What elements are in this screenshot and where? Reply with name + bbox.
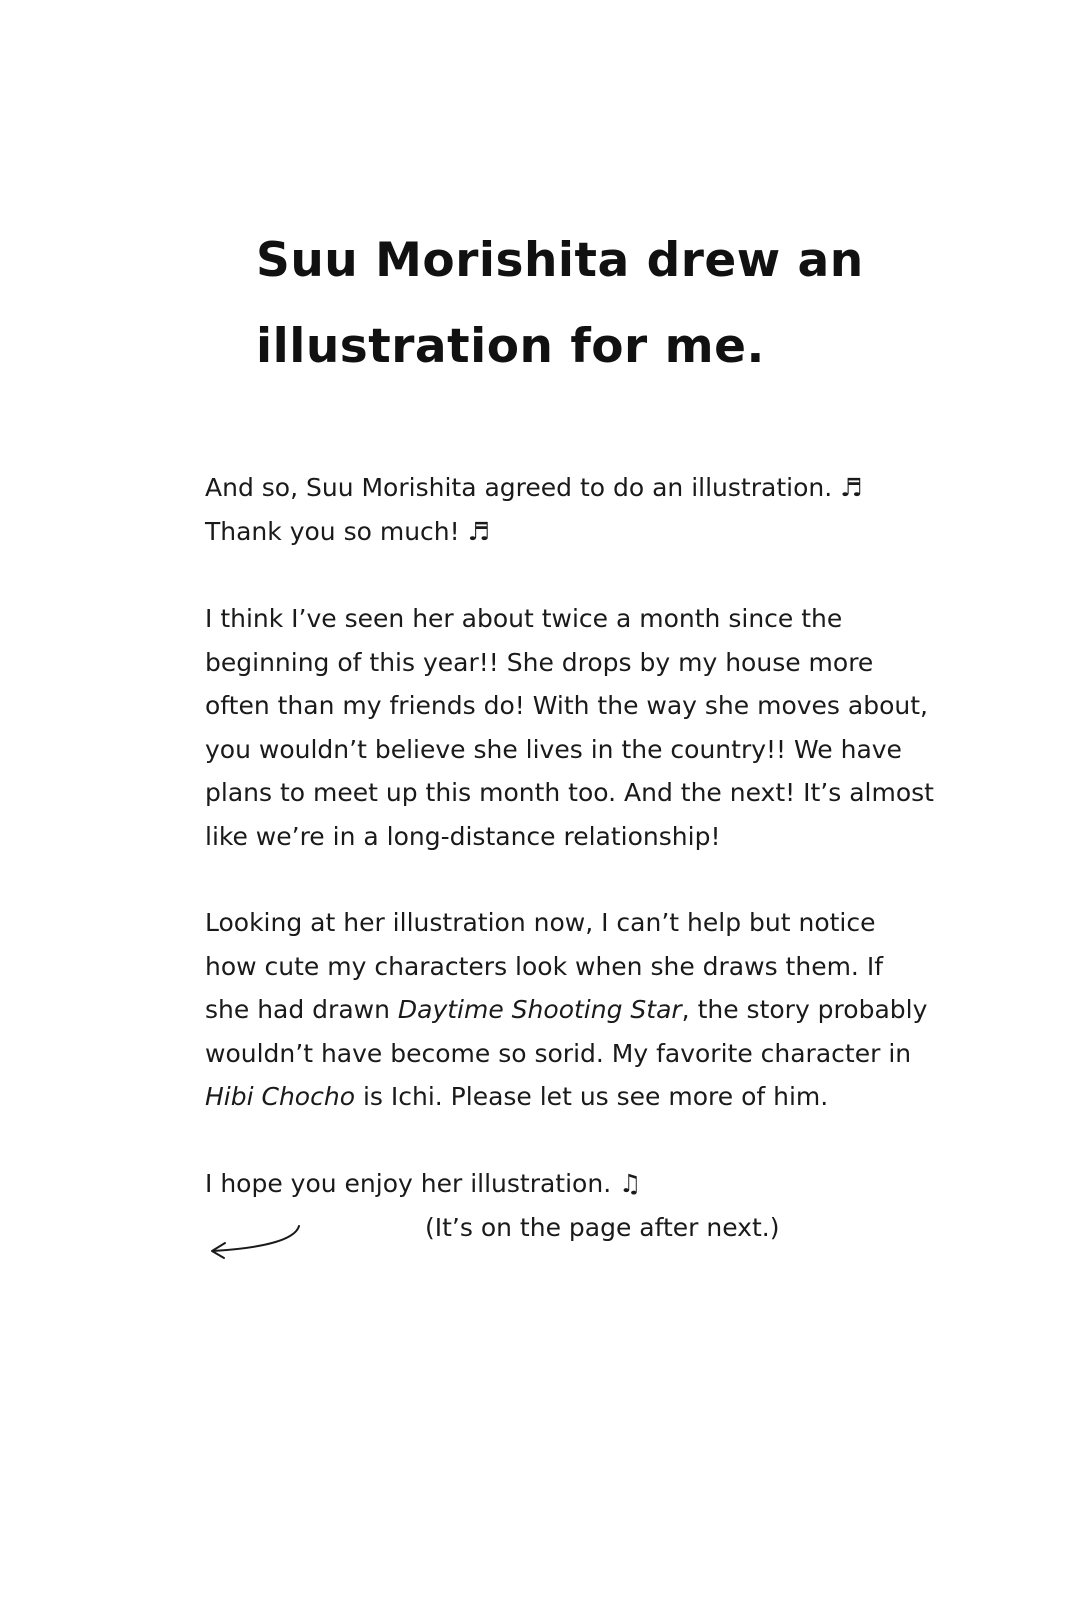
book-title-daytime-shooting-star: Daytime Shooting Star — [397, 995, 682, 1024]
p4-line-1-text: I hope you enjoy her illustration. — [205, 1169, 612, 1198]
p2-line-4: you wouldn’t believe she lives in the country!! We have — [205, 735, 902, 764]
music-note-icon: ♫ — [619, 1169, 642, 1198]
p3-line-1: Looking at her illustration now, I can’t help but notice — [205, 908, 876, 937]
p3-line-4: wouldn’t have become so sorid. My favorite character in — [205, 1039, 912, 1068]
left-arrow-icon — [203, 1218, 308, 1264]
music-note-icon: ♬ — [467, 517, 491, 546]
p1-line-1-text: And so, Suu Morishita agreed to do an illustration. — [205, 473, 833, 502]
p2-line-5: plans to meet up this month too. And the next! It’s almost — [205, 778, 934, 807]
p3-line-3 — [205, 988, 927, 1032]
p2-line-2: beginning of this year!! She drops by my house more — [205, 648, 874, 677]
p3-line-2: how cute my characters look when she draws them. If — [205, 952, 883, 981]
p3-line-3-post: , the story probably — [681, 995, 928, 1024]
p1-line-2 — [205, 510, 490, 554]
title-line-2: illustration for me. — [256, 319, 765, 374]
p2-line-1: I think I’ve seen her about twice a month since the — [205, 604, 843, 633]
p1-line-2-text: Thank you so much! — [205, 517, 460, 546]
p2-line-6: like we’re in a long-distance relationship! — [205, 822, 721, 851]
title-line-1: Suu Morishita drew an — [256, 233, 864, 288]
p2-line-3: often than my friends do! With the way she moves about, — [205, 691, 928, 720]
book-title-hibi-chocho: Hibi Chocho — [205, 1082, 355, 1111]
p4-line-2: (It’s on the page after next.) — [425, 1213, 780, 1242]
p1-line-1 — [205, 466, 863, 510]
p4-line-1 — [205, 1162, 642, 1206]
page-title — [256, 218, 956, 390]
music-note-icon: ♬ — [840, 473, 863, 502]
p3-line-5-post: is Ichi. Please let us see more of him. — [355, 1082, 829, 1111]
p3-line-5 — [205, 1075, 828, 1119]
p3-line-3-pre: she had drawn — [205, 995, 398, 1024]
